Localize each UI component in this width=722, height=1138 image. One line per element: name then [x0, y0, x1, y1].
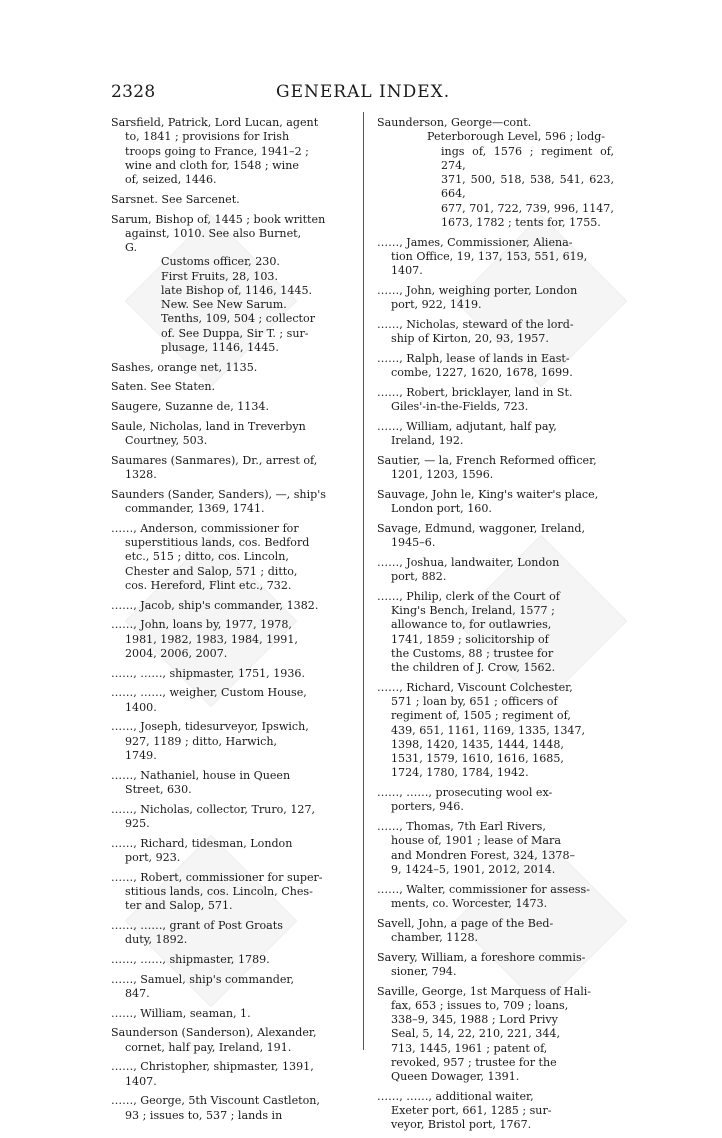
left-column	[111, 116, 351, 1128]
entry-line: sioner, 794.	[391, 964, 457, 978]
entry-subline: of. See Duppa, Sir T. ; sur-	[161, 326, 309, 340]
entry-line: ……, Nathaniel, house in Queen	[111, 768, 291, 782]
entry-line: ……, Walter, commissioner for assess-	[377, 882, 590, 896]
entry-line: house of, 1901 ; lease of Mara	[391, 834, 561, 848]
entry-line: 927, 1189 ; ditto, Harwich,	[125, 734, 278, 748]
entry-line: 93 ; issues to, 537 ; lands in	[125, 1108, 283, 1122]
entry-line: Savage, Edmund, waggoner, Ireland,	[377, 521, 586, 535]
index-entry	[111, 400, 351, 414]
page-title: GENERAL INDEX.	[276, 82, 451, 102]
entry-line: 1398, 1420, 1435, 1444, 1448,	[391, 737, 564, 751]
entry-line: 439, 651, 1161, 1169, 1335, 1347,	[391, 723, 586, 737]
entry-line: ……, Anderson, commissioner for	[111, 521, 299, 535]
entry-line: Exeter port, 661, 1285 ; sur-	[391, 1104, 552, 1117]
index-entry	[377, 556, 614, 585]
entry-line: 1741, 1859 ; solicitorship of	[391, 632, 549, 646]
entry-line: ……, Nicholas, steward of the lord-	[377, 317, 574, 331]
entry-line: troops going to France, 1941–2 ;	[125, 144, 309, 158]
entry-subline: late Bishop of, 1146, 1445.	[161, 283, 313, 297]
index-entry	[377, 352, 614, 381]
index-entry	[111, 1026, 351, 1055]
entry-line: 1328.	[125, 468, 157, 481]
entry-subline: Customs officer, 230.	[161, 255, 280, 269]
entry-line: Saville, George, 1st Marquess of Hali-	[377, 984, 592, 998]
entry-line: King's Bench, Ireland, 1577 ;	[391, 604, 555, 617]
index-entry	[377, 951, 614, 980]
entry-line: the Customs, 88 ; trustee for	[391, 646, 554, 660]
entry-line: Sarsfield, Patrick, Lord Lucan, agent	[111, 116, 319, 129]
entry-line: commander, 1369, 1741.	[125, 502, 265, 515]
entry-line: G.	[125, 241, 137, 254]
entry-line: ……, Ralph, lease of lands in East-	[377, 351, 570, 365]
entry-line: Saule, Nicholas, land in Treverbyn	[111, 419, 306, 433]
entry-line: Saumares (Sanmares), Dr., arrest of,	[111, 453, 318, 467]
entry-line: regiment of, 1505 ; regiment of,	[391, 709, 571, 723]
entry-line: Street, 630.	[125, 782, 192, 796]
entry-line: ……, ……, prosecuting wool ex-	[377, 786, 553, 799]
entry-line: 1749.	[125, 748, 157, 762]
entry-subline: 1673, 1782 ; tents for, 1755.	[441, 215, 601, 229]
entry-line: 2004, 2006, 2007.	[125, 646, 228, 660]
index-entry	[111, 667, 351, 681]
index-entry	[111, 803, 351, 832]
entry-line: to, 1841 ; provisions for Irish	[125, 130, 290, 144]
entry-line: London port, 160.	[391, 502, 492, 515]
index-entry	[377, 786, 614, 815]
entry-line: ……, Jacob, ship's commander, 1382.	[111, 598, 319, 612]
index-entry	[111, 1060, 351, 1089]
entry-line: 571 ; loan by, 651 ; officers of	[391, 695, 558, 708]
entry-line: wine and cloth for, 1548 ; wine	[125, 158, 299, 172]
entry-line: Sauvage, John le, King's waiter's place,	[377, 487, 599, 501]
entry-line: allowance to, for outlawries,	[391, 618, 552, 632]
entry-line: 1724, 1780, 1784, 1942.	[391, 766, 529, 780]
entry-line: Saunderson, George—cont.	[377, 116, 532, 129]
index-entry	[111, 361, 351, 375]
entry-line: stitious lands, cos. Lincoln, Ches-	[125, 884, 313, 898]
index-entry	[111, 599, 351, 613]
entry-line: Saugere, Suzanne de, 1134.	[111, 400, 270, 413]
index-entry	[377, 1090, 614, 1133]
page-number: 2328	[111, 82, 156, 102]
entry-subline: 371, 500, 518, 538, 541, 623, 664,	[441, 173, 614, 201]
index-entry	[377, 917, 614, 946]
entry-line: ……, ……, weigher, Custom House,	[111, 686, 307, 700]
index-entry	[377, 116, 614, 230]
index-entry	[377, 590, 614, 676]
index-entry	[111, 420, 351, 449]
entry-line: Giles'-in-the-Fields, 723.	[391, 400, 529, 413]
entry-line: ……, Robert, commissioner for super-	[111, 870, 323, 884]
entry-line: revoked, 957 ; trustee for the	[391, 1055, 557, 1069]
entry-line: of, seized, 1446.	[125, 173, 217, 186]
entry-subline: ings of, 1576 ; regiment of, 274,	[441, 144, 614, 172]
entry-line: ……, James, Commissioner, Aliena-	[377, 235, 573, 249]
entry-line: 9, 1424–5, 1901, 2012, 2014.	[391, 862, 556, 876]
entry-line: port, 882.	[391, 570, 447, 583]
entry-line: port, 922, 1419.	[391, 298, 482, 311]
entry-line: ……, William, seaman, 1.	[111, 1006, 251, 1020]
entry-subline: New. See New Sarum.	[161, 298, 287, 311]
entry-subline: Peterborough Level, 596 ; lodg-	[427, 130, 606, 144]
index-entry	[111, 454, 351, 483]
entry-line: Savell, John, a page of the Bed-	[377, 916, 554, 930]
entry-line: ……, ……, shipmaster, 1789.	[111, 952, 270, 966]
entry-line: ……, John, loans by, 1977, 1978,	[111, 618, 292, 632]
entry-line: ……, Joseph, tidesurveyor, Ipswich,	[111, 720, 309, 734]
entry-line: combe, 1227, 1620, 1678, 1699.	[391, 366, 573, 379]
entry-line: against, 1010. See also Burnet,	[125, 226, 302, 240]
index-entry	[377, 420, 614, 449]
entry-line: tion Office, 19, 137, 153, 551, 619,	[391, 249, 588, 263]
entry-line: 713, 1445, 1961 ; patent of,	[391, 1041, 548, 1055]
entry-line: Sarum, Bishop of, 1445 ; book written	[111, 212, 326, 226]
entry-line: fax, 653 ; issues to, 709 ; loans,	[391, 998, 569, 1012]
entry-line: Ireland, 192.	[391, 434, 464, 447]
entry-line: ……, Nicholas, collector, Truro, 127,	[111, 802, 316, 816]
column-divider	[363, 112, 364, 1050]
entry-line: ……, Philip, clerk of the Court of	[377, 589, 560, 603]
entry-line: Saunderson (Sanderson), Alexander,	[111, 1026, 317, 1040]
entry-line: veyor, Bristol port, 1767.	[391, 1118, 532, 1132]
index-entry	[377, 820, 614, 877]
entry-line: ……, ……, additional waiter,	[377, 1089, 534, 1103]
entry-line: Saunders (Sander, Sanders), —, ship's	[111, 487, 326, 501]
entry-line: ments, co. Worcester, 1473.	[391, 896, 548, 910]
entry-line: ……, George, 5th Viscount Castleton,	[111, 1094, 320, 1108]
entry-line: ……, Joshua, landwaiter, London	[377, 555, 560, 569]
entry-subline: 677, 701, 722, 739, 996, 1147,	[441, 201, 614, 215]
entry-line: 1400.	[125, 700, 157, 714]
index-entry	[111, 1094, 351, 1123]
index-entry	[111, 837, 351, 866]
entry-line: Courtney, 503.	[125, 434, 208, 447]
entry-line: ter and Salop, 571.	[125, 899, 233, 912]
entry-line: ……, ……, grant of Post Groats	[111, 918, 283, 932]
entry-line: ……, Richard, tidesman, London	[111, 836, 293, 850]
entry-line: Sautier, — la, French Reformed officer,	[377, 453, 597, 467]
entry-line: Queen Dowager, 1391.	[391, 1070, 520, 1083]
index-entry	[111, 380, 351, 394]
entry-line: 338–9, 345, 1988 ; Lord Privy	[391, 1013, 558, 1026]
entry-line: ship of Kirton, 20, 93, 1957.	[391, 332, 549, 345]
entry-subline: Tenths, 109, 504 ; collector	[161, 312, 315, 326]
entry-line: Chester and Salop, 571 ; ditto,	[125, 564, 298, 578]
index-entry	[111, 973, 351, 1002]
entry-line: 1407.	[125, 1074, 157, 1088]
index-entry	[377, 454, 614, 483]
index-entry	[111, 193, 351, 207]
entry-line: etc., 515 ; ditto, cos. Lincoln,	[125, 550, 289, 564]
entry-line: ……, Robert, bricklayer, land in St.	[377, 385, 573, 399]
entry-line: Savery, William, a foreshore commis-	[377, 950, 586, 964]
index-entry	[377, 488, 614, 517]
index-entry	[111, 618, 351, 661]
entry-line: 925.	[125, 816, 150, 830]
entry-line: and Mondren Forest, 324, 1378–	[391, 848, 576, 862]
entry-line: ……, Thomas, 7th Earl Rivers,	[377, 820, 546, 833]
entry-line: 1945–6.	[391, 536, 436, 549]
index-entry	[111, 953, 351, 967]
entry-line: Seal, 5, 14, 22, 210, 221, 344,	[391, 1027, 560, 1041]
index-entry	[377, 883, 614, 912]
index-entry	[111, 686, 351, 715]
right-column	[377, 116, 614, 1138]
index-entry	[111, 769, 351, 798]
entry-subline: plusage, 1146, 1445.	[161, 340, 279, 354]
index-entry	[377, 386, 614, 415]
index-entry	[111, 116, 351, 187]
entry-subline: First Fruits, 28, 103.	[161, 269, 278, 283]
index-entry	[377, 985, 614, 1085]
entry-line: 847.	[125, 986, 150, 1000]
index-entry	[111, 488, 351, 517]
index-entry	[377, 318, 614, 347]
index-entry	[377, 236, 614, 279]
entry-line: 1531, 1579, 1610, 1616, 1685,	[391, 752, 564, 765]
index-entry	[111, 1007, 351, 1021]
entry-line: ……, John, weighing porter, London	[377, 283, 578, 297]
entry-line: cornet, half pay, Ireland, 191.	[125, 1040, 292, 1054]
entry-line: ……, Richard, Viscount Colchester,	[377, 680, 573, 694]
entry-line: superstitious lands, cos. Bedford	[125, 536, 310, 549]
entry-line: Saten. See Staten.	[111, 380, 216, 394]
index-entry	[377, 284, 614, 313]
entry-line: ……, Christopher, shipmaster, 1391,	[111, 1060, 314, 1074]
entry-line: 1407.	[391, 264, 423, 277]
entry-line: the children of J. Crow, 1562.	[391, 661, 556, 674]
entry-line: port, 923.	[125, 850, 181, 864]
entry-line: Sarsnet. See Sarcenet.	[111, 192, 240, 206]
entry-line: cos. Hereford, Flint etc., 732.	[125, 578, 292, 592]
entry-line: duty, 1892.	[125, 933, 188, 946]
index-entry	[111, 919, 351, 948]
entry-line: ……, ……, shipmaster, 1751, 1936.	[111, 666, 305, 680]
entry-line: 1981, 1982, 1983, 1984, 1991,	[125, 632, 298, 646]
index-entry	[377, 522, 614, 551]
entry-line: 1201, 1203, 1596.	[391, 468, 494, 481]
index-entry	[377, 681, 614, 781]
entry-line: chamber, 1128.	[391, 930, 479, 944]
index-entry	[111, 720, 351, 763]
index-entry	[111, 522, 351, 593]
entry-line: Sashes, orange net, 1135.	[111, 360, 258, 374]
entry-line: ……, William, adjutant, half pay,	[377, 419, 557, 433]
entry-line: porters, 946.	[391, 800, 464, 814]
entry-line: ……, Samuel, ship's commander,	[111, 972, 295, 986]
index-entry	[111, 871, 351, 914]
index-entry	[111, 213, 351, 356]
